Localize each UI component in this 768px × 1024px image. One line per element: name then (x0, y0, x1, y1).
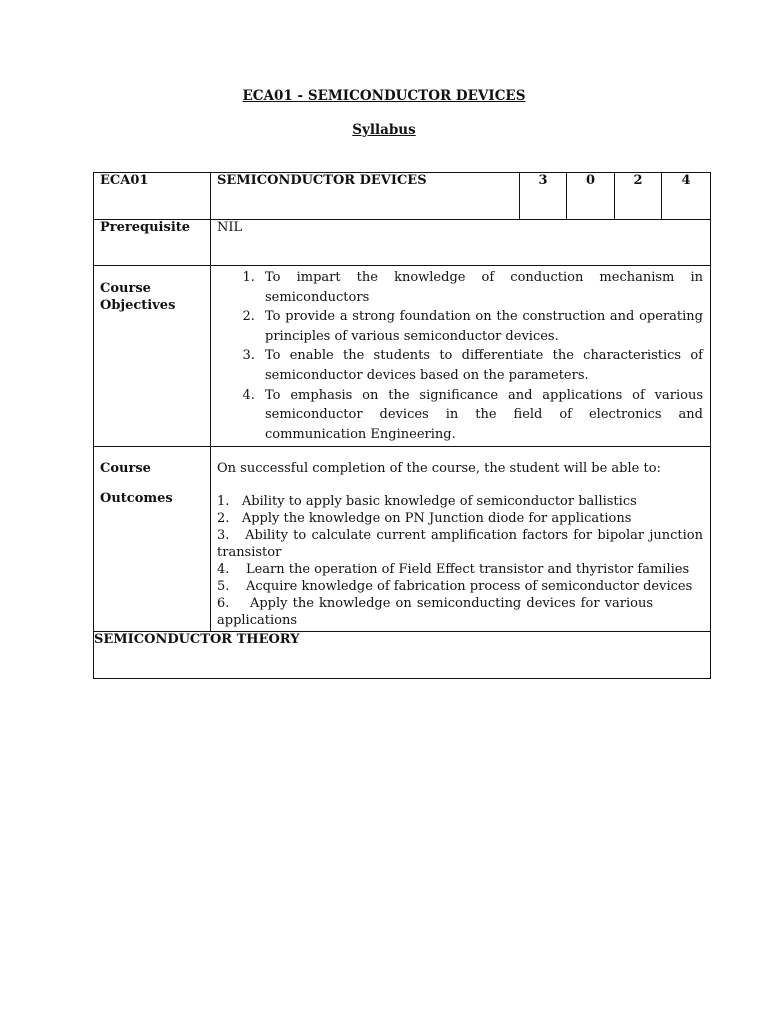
objective-item: 1. To impart the knowledge of conduction mechanism in semiconductors (259, 268, 703, 307)
document-title (0, 88, 768, 104)
outcome-item (217, 595, 703, 629)
outcome-text: Ability to calculate current amplification factors for bipolar junction transistor (217, 528, 703, 561)
outcome-item (217, 527, 703, 561)
outcomes-row (94, 447, 711, 632)
outcome-item (217, 561, 703, 578)
outcome-number: 6. (217, 596, 230, 612)
outcome-item (217, 493, 703, 510)
prerequisite-row (94, 220, 711, 266)
outcomes-content (211, 447, 711, 632)
section-row (94, 632, 711, 679)
outcome-number: 2. (217, 511, 230, 527)
objective-item: 2. To provide a strong foundation on the construction and operating principles of various semiconductor devices. (259, 307, 703, 346)
prerequisite-value: NIL (211, 220, 711, 266)
section-title: SEMICONDUCTOR THEORY (94, 632, 711, 679)
outcome-number: 5. (217, 579, 230, 595)
outcome-text: Apply the knowledge on PN Junction diode for applications (241, 511, 632, 527)
outcomes-label (94, 447, 211, 632)
outcome-number: 4. (217, 562, 230, 578)
credit-practical: 2 (615, 173, 662, 220)
credit-tutorial: 0 (567, 173, 615, 220)
objective-item: 3. To enable the students to differentiate the characteristics of semiconductor devices based on the parameters. (259, 346, 703, 385)
syllabus-table (93, 172, 711, 679)
outcome-item (217, 578, 703, 595)
outcome-text: Apply the knowledge on semiconducting devices for various applications (217, 596, 654, 629)
course-header-row (94, 173, 711, 220)
outcome-number: 3. (217, 528, 230, 544)
document-subtitle (0, 122, 768, 138)
outcome-number: 1. (217, 494, 230, 510)
outcomes-label-line1: Course (100, 461, 151, 477)
course-name: SEMICONDUCTOR DEVICES (211, 173, 520, 220)
outcomes-label-line2: Outcomes (100, 491, 173, 507)
prerequisite-label: Prerequisite (94, 220, 211, 266)
outcomes-intro: On successful completion of the course, the student will be able to: (217, 461, 661, 477)
objectives-label-line1: Course (100, 281, 151, 296)
document-title-text: ECA01 - SEMICONDUCTOR DEVICES (242, 88, 526, 104)
objectives-content (211, 266, 711, 447)
objectives-list (217, 268, 703, 444)
objectives-label-line2: Objectives (100, 298, 176, 313)
objective-item: 4. To emphasis on the significance and applications of various semiconductor devices in the field of electronics and communication Engineering. (259, 386, 703, 445)
objectives-label (94, 266, 211, 447)
course-code: ECA01 (94, 173, 211, 220)
credit-lecture: 3 (520, 173, 567, 220)
outcome-item (217, 510, 703, 527)
outcome-text: Learn the operation of Field Effect transistor and thyristor families (245, 562, 690, 578)
outcome-text: Ability to apply basic knowledge of semiconductor ballistics (241, 494, 637, 510)
document-subtitle-text: Syllabus (352, 122, 416, 138)
outcome-text: Acquire knowledge of fabrication process of semiconductor devices (245, 579, 693, 595)
credit-total: 4 (662, 173, 711, 220)
objectives-row (94, 266, 711, 447)
